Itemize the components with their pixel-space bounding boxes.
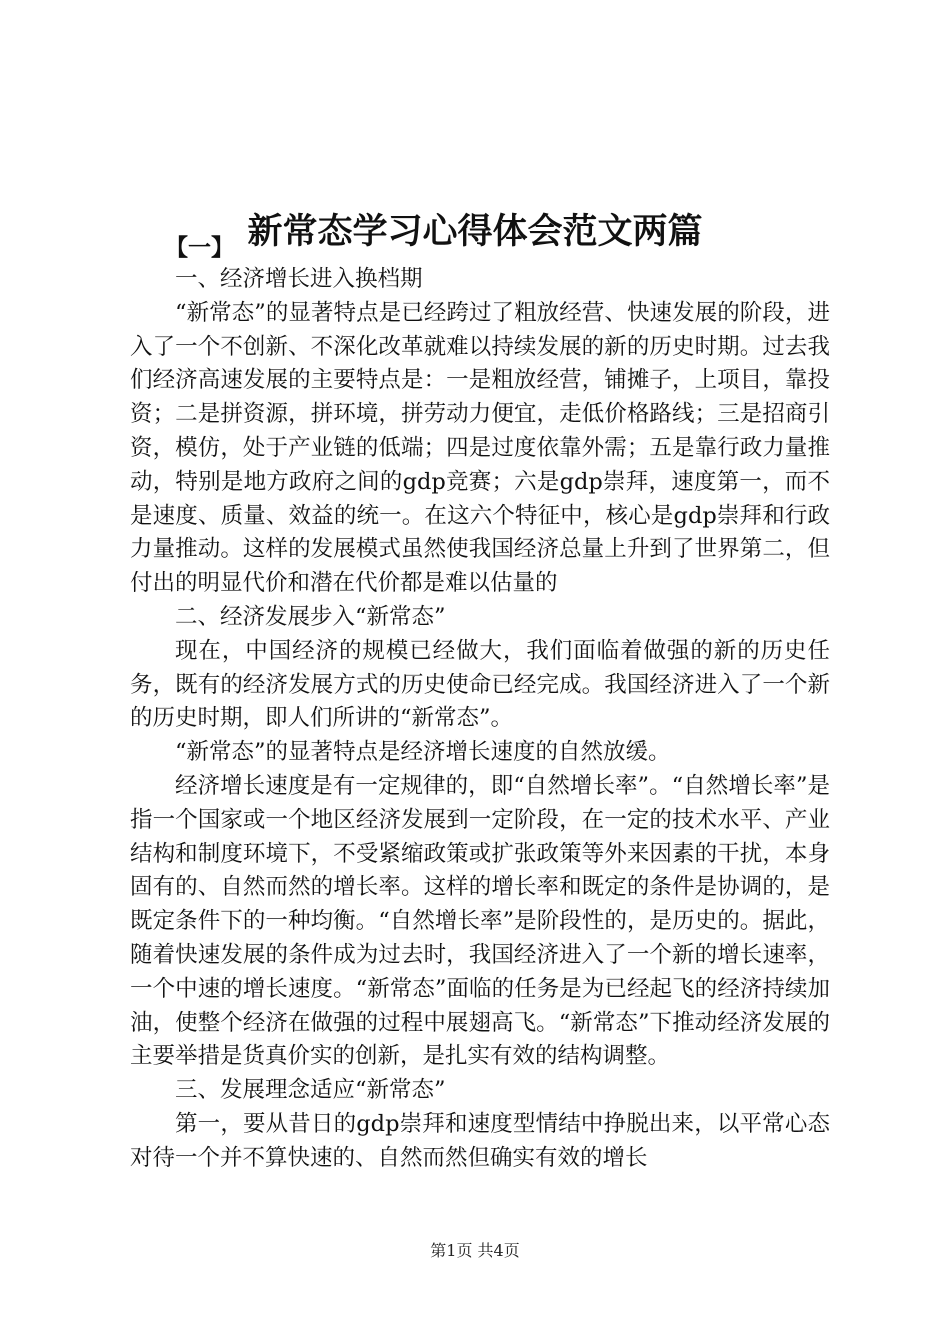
heading-2: 二、经济发展步入“新常态” — [175, 603, 446, 630]
paragraph: 现在，中国经济的规模已经做大，我们面临着做强的新的历史任务，既有的经济发展方式的历史使命已经完成。我国经济进入了一个新的历史时期，即人们所讲的“新常态”。 — [130, 637, 830, 732]
heading-1: 一、经济增长进入换档期 — [175, 266, 423, 292]
document-title: 新常态学习心得体会范文两篇 — [247, 211, 703, 253]
paragraph: 经济增长速度是有一定规律的，即“自然增长率”。“自然增长率”是指一个国家或一个地区经济发展到一定阶段，在一定的技术水平、产业结构和制度环境下，不受紧缩政策或扩张政策等外来因素的干扰，本身固有的、自然而然的增长率。这样的增长率和既定的条件是协调的，是既定条件下的一种均衡。“自然增长率”是阶段性的，是历史的。据此，随着快速发展的条件成为过去时，我国经济进入了一个新的增长速率，一个中速的增长速度。“新常态”面临的任务是为已经起飞的经济持续加油，使整个经济在做强的过程中展翅高飞。“新常态”下推动经济发展的主要举措是货真价实的创新，是扎实有效的结构调整。 — [130, 772, 830, 1070]
paragraph: “新常态”的显著特点是已经跨过了粗放经营、快速发展的阶段，进入了一个不创新、不深化改革就难以持续发展的新的历史时期。过去我们经济高速发展的主要特点是：一是粗放经营，铺摊子，上项目，靠投资；二是拼资源，拼环境，拼劳动力便宜，走低价格路线；三是招商引资，模仿，处于产业链的低端；四是过度依靠外需；五是靠行政力量推动，特别是地方政府之间的gdp竞赛；六是gdp崇拜，速度第一，而不是速度、质量、效益的统一。在这六个特征中，核心是gdp崇拜和行政力量推动。这样的发展模式虽然使我国经济总量上升到了世界第二，但付出的明显代价和潜在代价都是难以估量的 — [130, 299, 830, 597]
document-body — [130, 263, 830, 1176]
section-mark: 【一】 — [165, 234, 234, 261]
heading-3: 三、发展理念适应“新常态” — [175, 1077, 446, 1104]
page-footer: 第1页 共4页 — [430, 1241, 520, 1260]
paragraph: 第一，要从昔日的gdp崇拜和速度型情结中挣脱出来，以平常心态对待一个并不算快速的、自然而然但确实有效的增长 — [130, 1110, 830, 1171]
paragraph: “新常态”的显著特点是经济增长速度的自然放缓。 — [175, 739, 671, 766]
